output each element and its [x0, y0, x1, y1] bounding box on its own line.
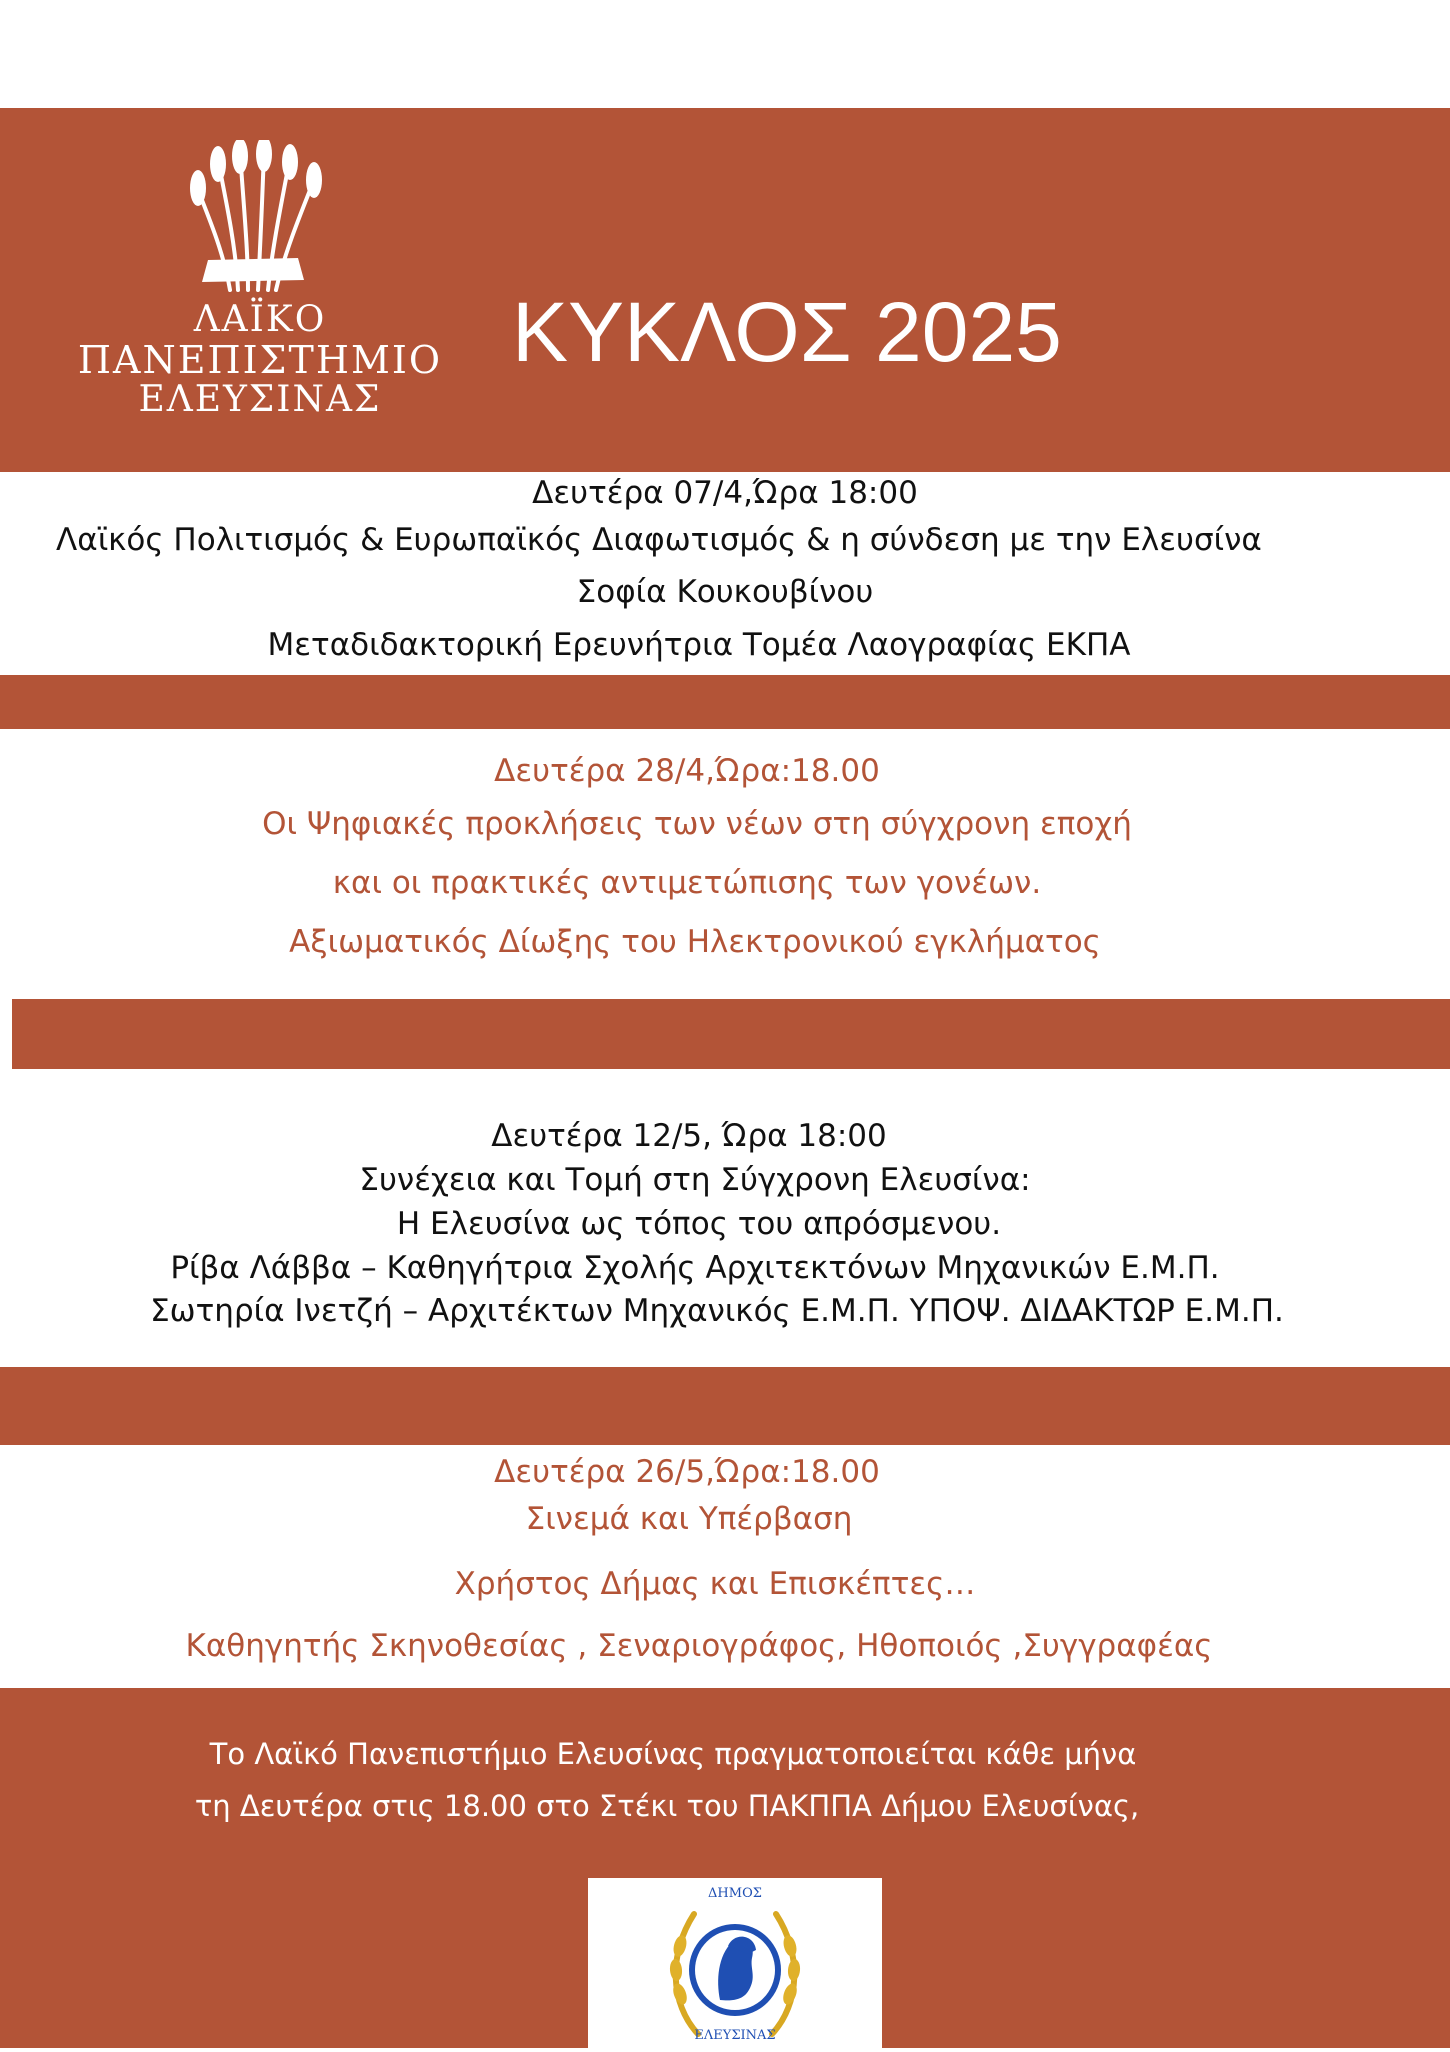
divider-band-3 [0, 1367, 1450, 1445]
event-2-title-line-2: και οι πρακτικές αντιμετώπισης των γονέων. [332, 865, 1042, 901]
event-4-role: Καθηγητής Σκηνοθεσίας , Σεναριογράφος, Ηθοποιός ,Συγγραφέας [185, 1628, 1213, 1664]
event-2-speaker: Αξιωματικός Δίωξης του Ηλεκτρονικού εγκλήματος [289, 924, 1101, 960]
event-2-title-line-1: Οι Ψηφιακές προκλήσεις των νέων στη σύγχρονη εποχή [262, 806, 1132, 842]
event-1-speaker: Σοφία Κουκουβίνου [576, 574, 874, 610]
logo-text-line-2: ΠΑΝΕΠΙΣΤΗΜΙΟ [77, 338, 443, 382]
logo-text-line-3: ΕΛΕΥΣΙΝΑΣ [138, 379, 382, 420]
seal-text-bottom: ΕΛΕΥΣΙΝΑΣ [694, 2028, 776, 2043]
event-3-speaker-1: Ρίβα Λάββα – Καθηγήτρια Σχολής Αρχιτεκτόνων Μηχανικών Ε.Μ.Π. [170, 1250, 1220, 1286]
event-4-title: Σινεμά και Υπέρβαση [525, 1501, 853, 1537]
event-3-speaker-2: Σωτηρία Ινετζή – Αρχιτέκτων Μηχανικός Ε.Μ.Π. ΥΠΟΨ. ΔΙΔΑΚΤΩΡ Ε.Μ.Π. [150, 1293, 1284, 1329]
event-3-title-line-2: Η Ελευσίνα ως τόπος του απρόσμενου. [396, 1206, 1002, 1242]
seal-text-top: ΔΗΜΟΣ [708, 1886, 762, 1901]
event-3-date: Δευτέρα 12/5, Ώρα 18:00 [491, 1118, 887, 1154]
event-1-title: Λαϊκός Πολιτισμός & Ευρωπαϊκός Διαφωτισμός & η σύνδεση με την Ελευσίνα [56, 522, 1262, 558]
logo-text-line-1: ΛΑΪΚΟ [193, 299, 327, 340]
event-4-date: Δευτέρα 26/5,Ώρα:18.00 [494, 1454, 880, 1490]
divider-band-2 [12, 999, 1450, 1069]
event-1-role: Μεταδιδακτορική Ερευνήτρια Τομέα Λαογραφίας ΕΚΠΑ [267, 627, 1131, 663]
event-4-speaker: Χρήστος Δήμας και Επισκέπτες… [454, 1566, 976, 1602]
footer-line-1: Το Λαϊκό Πανεπιστήμιο Ελευσίνας πραγματοποιείται κάθε μήνα [209, 1737, 1137, 1771]
event-1-date: Δευτέρα 07/4,Ώρα 18:00 [532, 475, 918, 511]
wheat-sheaf-logo-icon [178, 140, 338, 300]
footer-line-2: τη Δευτέρα στις 18.00 στο Στέκι του ΠΑΚΠΠΑ Δήμου Ελευσίνας, [194, 1789, 1140, 1823]
page-title: ΚΥΚΛΟΣ 2025 [512, 285, 1062, 379]
municipality-seal-icon [660, 1884, 810, 2048]
divider-band-1 [0, 675, 1450, 729]
municipality-seal-box [588, 1878, 882, 2048]
event-3-title-line-1: Συνέχεια και Τομή στη Σύγχρονη Ελευσίνα: [359, 1162, 1031, 1198]
event-2-date: Δευτέρα 28/4,Ώρα:18.00 [494, 753, 880, 789]
